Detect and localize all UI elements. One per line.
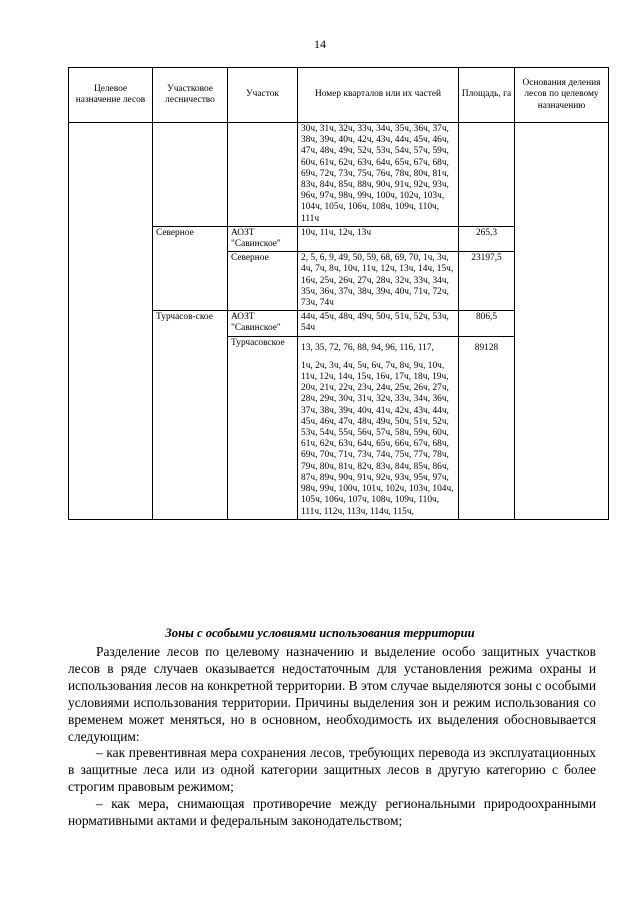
header-area: Площадь, га (459, 68, 515, 123)
table-row (69, 123, 609, 227)
plot-cell (228, 123, 298, 227)
quarters-partial: 1ч, 2ч, 3ч, 4ч, 5ч, 6ч, 7ч, 8ч, 9ч, 10ч, 11ч, 12ч, 14ч, 15ч, 16ч, 17ч, 18ч, 19ч, 20ч, 21ч, 22ч, 23ч, 24ч, 25ч, 26ч, 27ч, 28ч, 29ч, 30ч, 31ч, 32ч, 33ч, 34ч, 36ч, 37ч, 38ч, 39ч, 40ч, 41ч, 42ч, 43ч, 44ч, 45ч, 46ч, 47ч, 48ч, 49ч, 50ч, 51ч, 52ч, 53ч, 54ч, 55ч, 56ч, 57ч, 58ч, 59ч, 60ч, 61ч, 62ч, 63ч, 64ч, 65ч, 66ч, 67ч, 68ч, 69ч, 70ч, 71ч, 73ч, 74ч, 75ч, 77ч, 78ч, 79ч, 80ч, 81ч, 82ч, 83ч, 84ч, 85ч, 86ч, 87ч, 89ч, 90ч, 91ч, 92ч, 93ч, 95ч, 97ч, 98ч, 99ч, 100ч, 101ч, 102ч, 103ч, 104ч, 105ч, 106ч, 107ч, 108ч, 109ч, 110ч, 111ч, 112ч, 113ч, 114ч, 115ч, (301, 360, 454, 517)
header-plot: Участок (228, 68, 298, 123)
forest-purpose-table (68, 67, 609, 520)
table-header-row (69, 68, 609, 123)
header-quarters: Номер кварталов или их частей (298, 68, 459, 123)
paragraph: – как превентивная мера сохранения лесов, требующих перевода из эксплуатационных в защитные леса или из одной категории защитных лесов в другую категорию с более строгим правовым режимом; (68, 745, 596, 795)
plot-cell: Северное (228, 252, 298, 311)
paragraph: Разделение лесов по целевому назначению и выделение особо защитных участков лесов в ряде случаев оказывается недостаточным для установления режима охраны и использования лесов на конкретной территории. В этом случае выделяются зоны с особыми условиями использования территории. Причины выделения зон и режим использования со временем может меняться, но в основном, необходимость их выделения обосновывается следующим: (68, 644, 596, 744)
quarters-cell: 2, 5, 6, 9, 49, 50, 59, 68, 69, 70, 1ч, 3ч, 4ч, 7ч, 8ч, 10ч, 11ч, 12ч, 13ч, 14ч, 15ч, 16ч, 25ч, 26ч, 27ч, 28ч, 32ч, 33ч, 34ч, 35ч, 36ч, 37ч, 38ч, 39ч, 40ч, 71ч, 72ч, 73ч, 74ч (298, 252, 459, 311)
header-purpose: Целевое назначение лесов (69, 68, 153, 123)
area-cell: 89128 (459, 336, 515, 519)
paragraph: – как мера, снимающая противоречие между региональными природоохранными нормативными актами и федеральным законодательством; (68, 796, 596, 829)
header-basis: Основания деления лесов по целевому назначению (515, 68, 609, 123)
plot-cell: АОЗТ "Савинское" (228, 311, 298, 336)
quarters-cell: 44ч, 45ч, 48ч, 49ч, 50ч, 51ч, 52ч, 53ч, 54ч (298, 311, 459, 336)
plot-cell: АОЗТ "Савинское" (228, 226, 298, 251)
forestry-cell: Северное (153, 226, 228, 310)
forestry-cell: Турчасов-ское (153, 311, 228, 519)
plot-cell: Турчасовское (228, 336, 298, 519)
basis-cell (515, 123, 609, 520)
quarters-whole: 13, 35, 72, 76, 88, 94, 96, 116, 117, (301, 342, 434, 353)
section-heading: Зоны с особыми условиями использования территории (165, 626, 475, 640)
area-cell (459, 123, 515, 227)
quarters-cell: 30ч, 31ч, 32ч, 33ч, 34ч, 35ч, 36ч, 37ч, 38ч, 39ч, 40ч, 42ч, 43ч, 44ч, 45ч, 46ч, 47ч, 48ч, 49ч, 52ч, 53ч, 54ч, 57ч, 59ч, 60ч, 61ч, 62ч, 63ч, 64ч, 65ч, 67ч, 68ч, 69ч, 72ч, 73ч, 75ч, 76ч, 78ч, 80ч, 81ч, 83ч, 84ч, 85ч, 88ч, 90ч, 91ч, 92ч, 93ч, 96ч, 97ч, 98ч, 99ч, 100ч, 102ч, 103ч, 104ч, 105ч, 106ч, 108ч, 109ч, 110ч, 111ч (298, 123, 459, 227)
page-number: 14 (314, 37, 326, 51)
purpose-cell (69, 123, 153, 520)
quarters-cell (298, 336, 459, 519)
body-text (68, 644, 596, 830)
header-forestry: Участковое лесничество (153, 68, 228, 123)
forestry-cell (153, 123, 228, 227)
area-cell: 23197,5 (459, 252, 515, 311)
area-cell: 265,3 (459, 226, 515, 251)
quarters-cell: 10ч, 11ч, 12ч, 13ч (298, 226, 459, 251)
area-cell: 806,5 (459, 311, 515, 336)
